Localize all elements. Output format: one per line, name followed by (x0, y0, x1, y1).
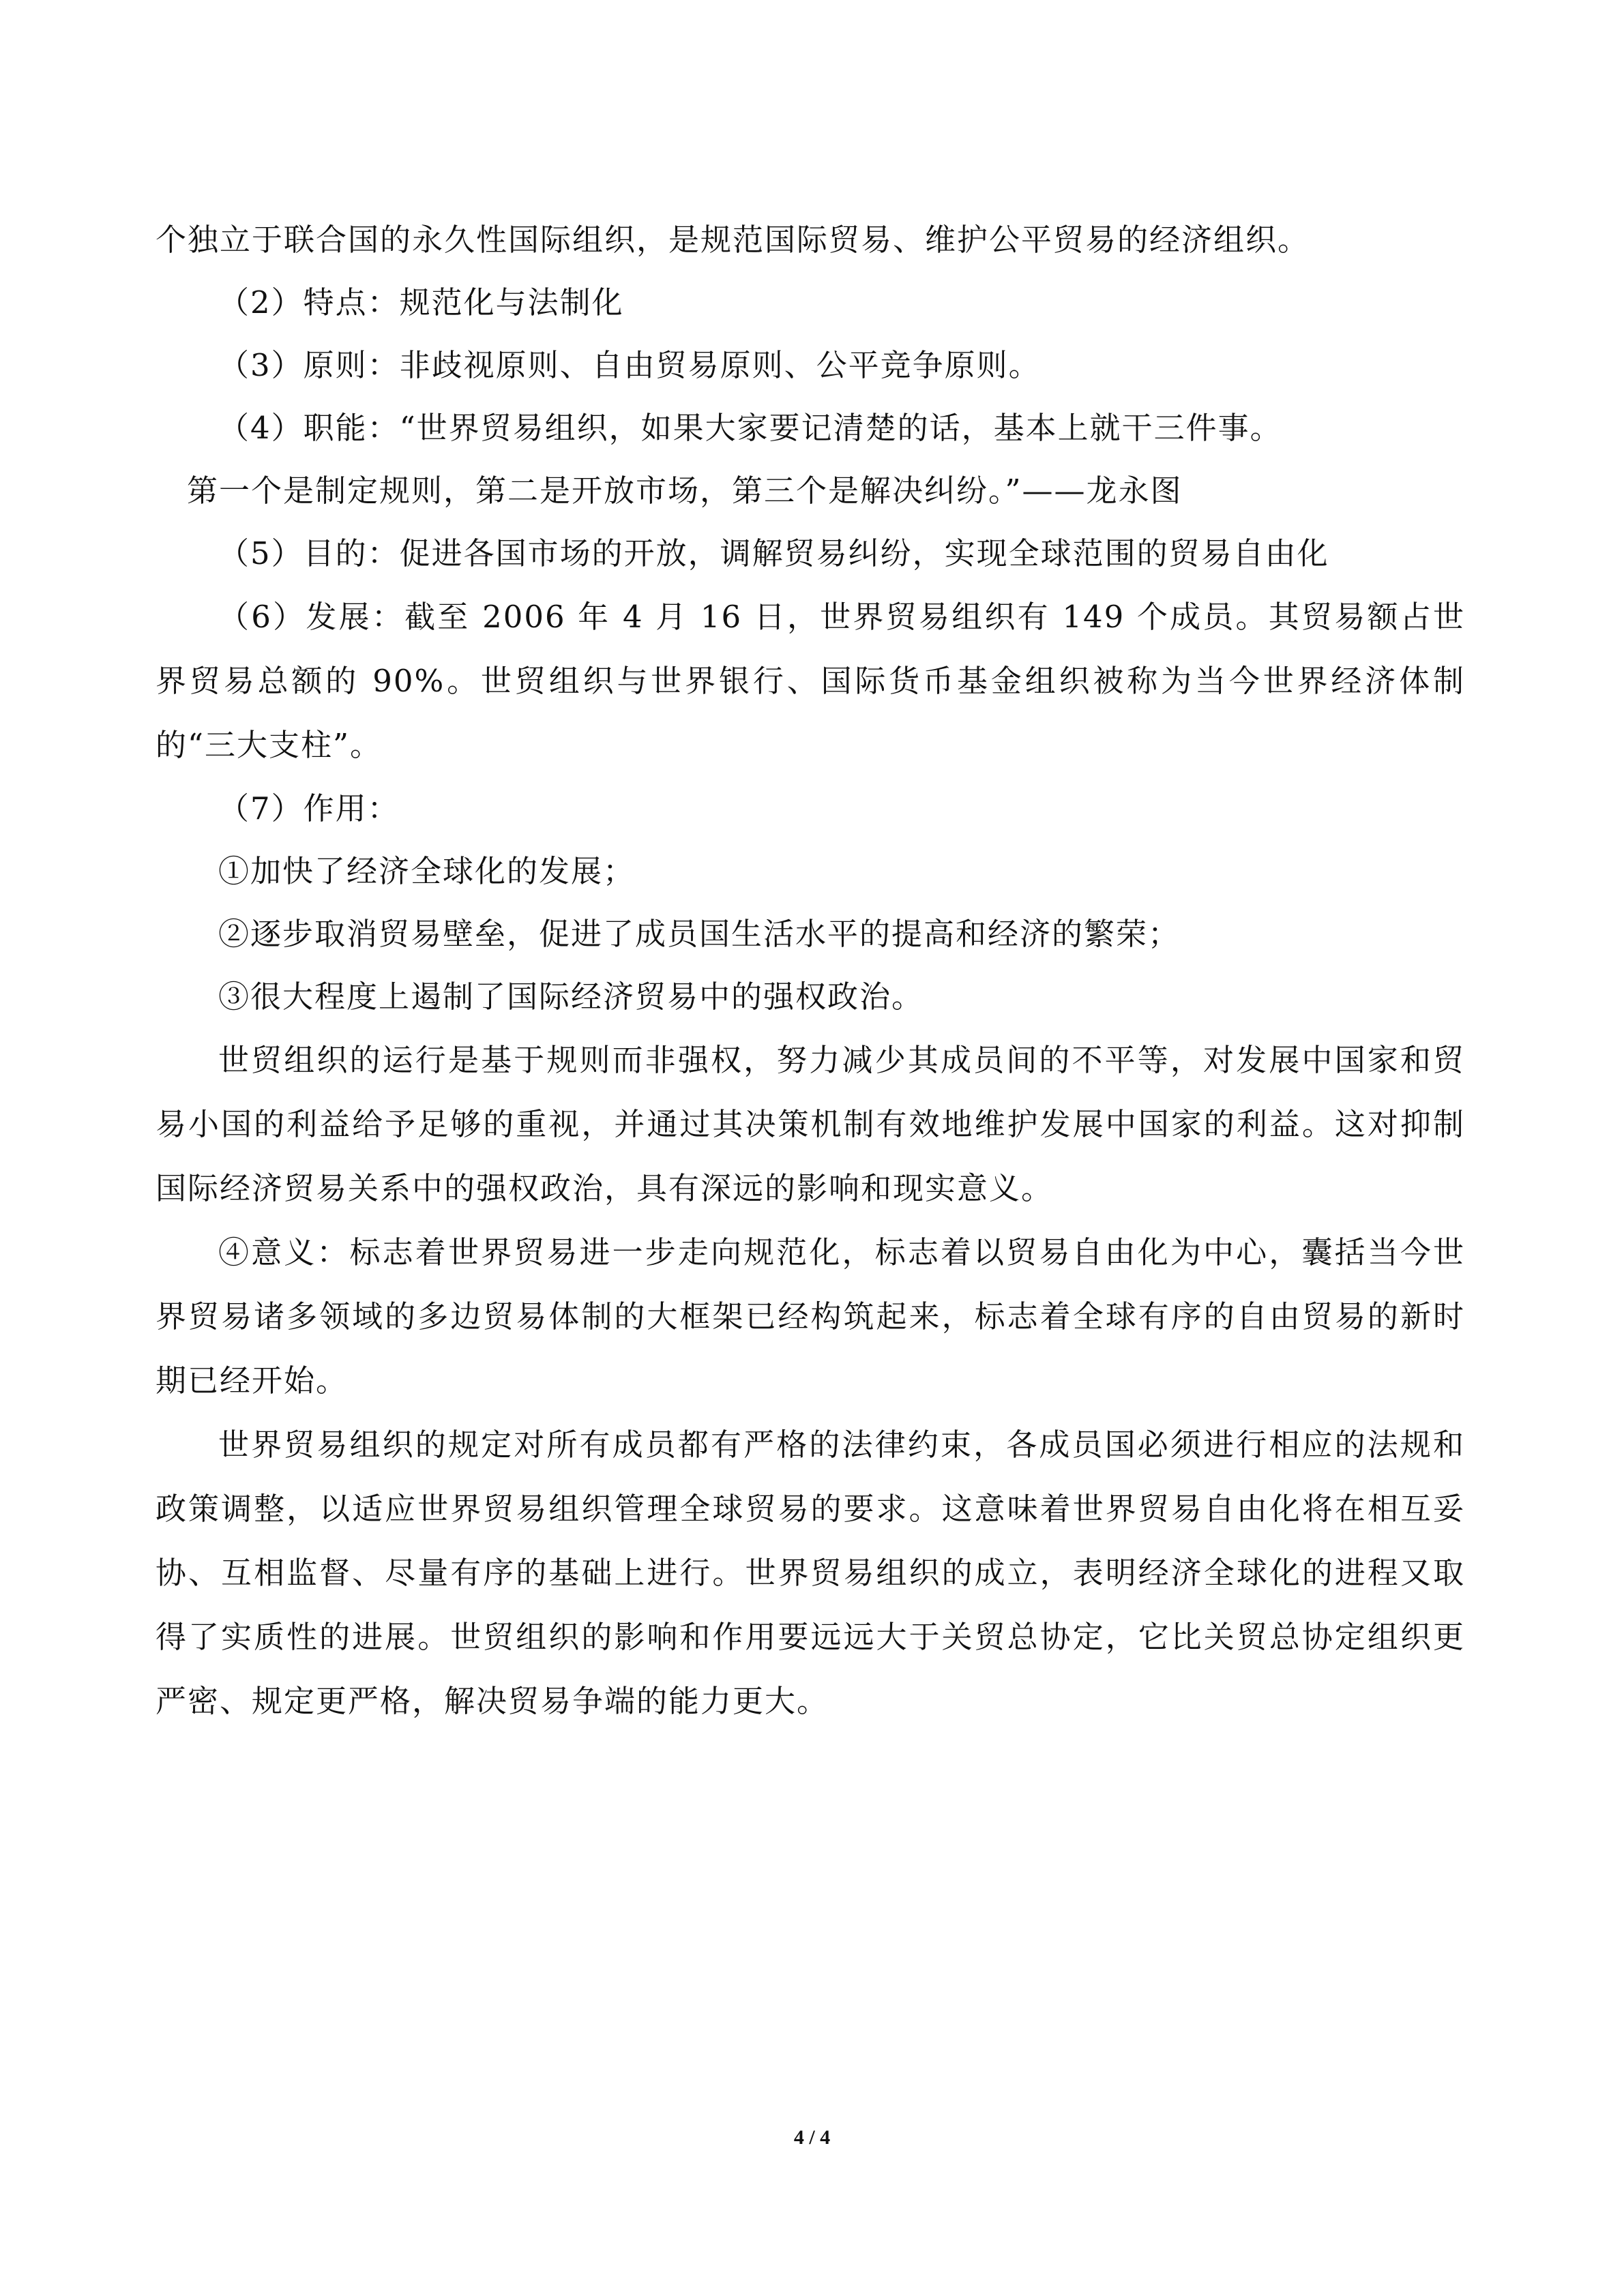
page-number: 4 / 4 (793, 2126, 831, 2149)
significance-paragraph: ④意义：标志着世界贸易进一步走向规范化，标志着以贸易自由化为中心，囊括当今世界贸易诸多领域的多边贸易体制的大框架已经构筑起来，标志着全球有序的自由贸易的新时期已经开始。 (156, 1234, 1465, 1399)
text-line-principles: （3）原则：非歧视原则、自由贸易原则、公平竞争原则。 (218, 347, 1041, 383)
role-item-1: ①加快了经济全球化的发展； (218, 853, 636, 889)
role-item-3: ③很大程度上遏制了国际经济贸易中的强权政治。 (218, 979, 924, 1015)
development-paragraph: （6）发展：截至 2006 年 4 月 16 日，世界贸易组织有 149 个成员。其贸易额占世界贸易总额的 90%。世贸组织与世界银行、国际货币基金组织被称为当今世界经济体制的“三大支柱”。 (156, 599, 1465, 763)
text-line-continuation: 个独立于联合国的永久性国际组织，是规范国际贸易、维护公平贸易的经济组织。 (156, 222, 1310, 258)
text-line-features: （2）特点：规范化与法制化 (218, 284, 624, 320)
text-line-quote: 第一个是制定规则，第二是开放市场，第三个是解决纠纷。”——龙永图 (187, 473, 1183, 509)
text-line-functions: （4）职能：“世界贸易组织，如果大家要记清楚的话，基本上就干三件事。 (218, 410, 1282, 446)
role-item-2: ②逐步取消贸易壁垒，促进了成员国生活水平的提高和经济的繁荣； (218, 916, 1181, 952)
text-line-purpose: （5）目的：促进各国市场的开放，调解贸易纠纷，实现全球范围的贸易自由化 (218, 535, 1329, 571)
role-heading: （7）作用： (218, 790, 400, 826)
paragraph-rules: 世贸组织的运行是基于规则而非强权，努力减少其成员间的不平等，对发展中国家和贸易小国的利益给予足够的重视，并通过其决策机制有效地维护发展中国家的利益。这对抑制国际经济贸易关系中的强权政治，具有深远的影响和现实意义。 (156, 1042, 1465, 1206)
document-body (156, 209, 1465, 1733)
paragraph-legal-binding: 世界贸易组织的规定对所有成员都有严格的法律约束，各成员国必须进行相应的法规和政策调整，以适应世界贸易组织管理全球贸易的要求。这意味着世界贸易自由化将在相互妥协、互相监督、尽量有序的基础上进行。世界贸易组织的成立，表明经济全球化的进程又取得了实质性的进展。世贸组织的影响和作用要远远大于关贸总协定，它比关贸总协定组织更严密、规定更严格，解决贸易争端的能力更大。 (156, 1427, 1465, 1719)
